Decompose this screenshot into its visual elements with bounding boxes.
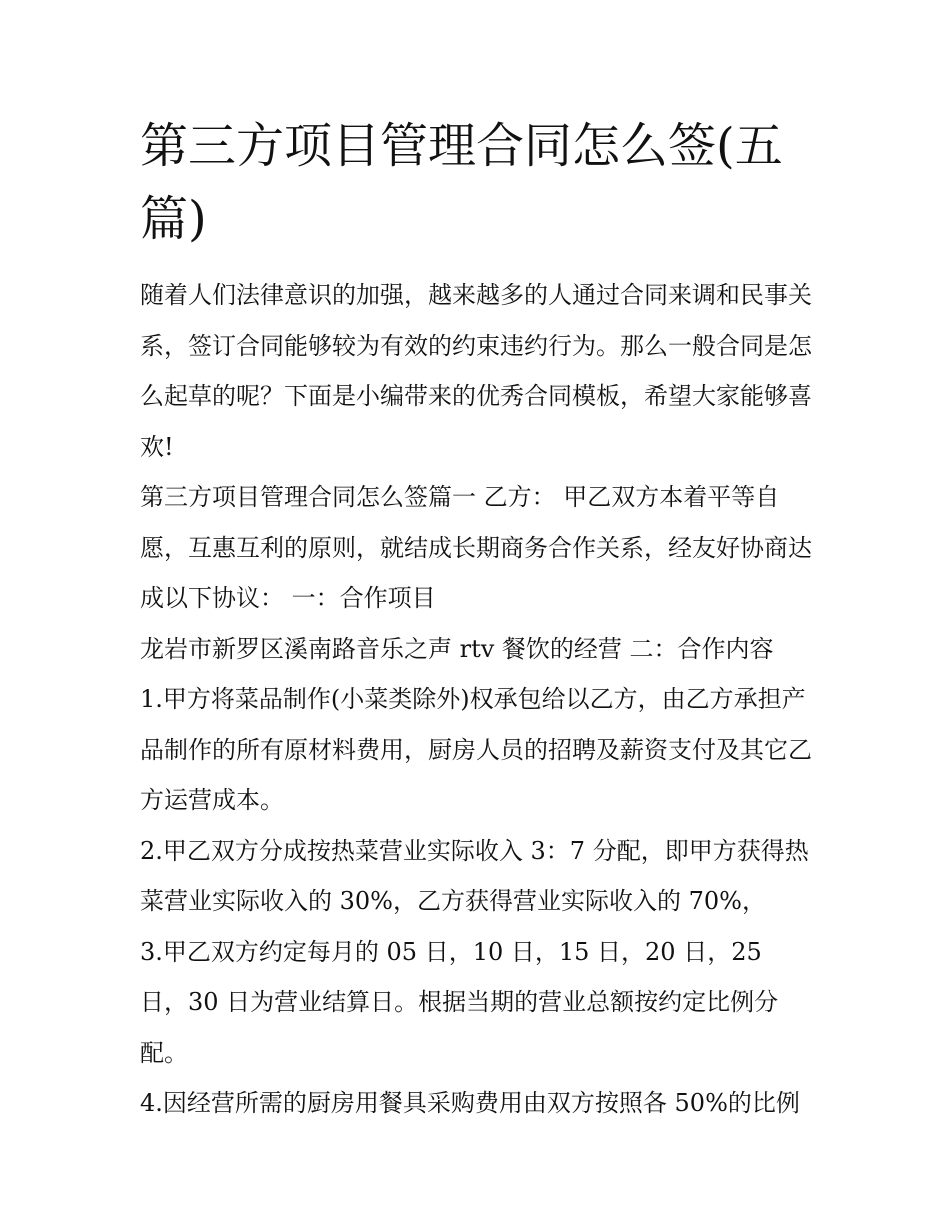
clause-3-paragraph: 3.甲乙双方约定每月的 05 日，10 日，15 日，20 日，25 日，30 日为营业结算日。根据当期的营业总额按约定比例分配。 <box>140 937 779 1067</box>
clause-2-paragraph: 2.甲乙双方分成按热菜营业实际收入 3：7 分配，即甲方获得热菜营业实际收入的 30%，乙方获得营业实际收入的 70%， <box>140 836 809 915</box>
clause-1-paragraph: 1.甲方将菜品制作(小菜类除外)权承包给以乙方，由乙方承担产品制作的所有原材料费用，厨房人员的招聘及薪资支付及其它乙方运营成本。 <box>140 685 812 814</box>
cooperation-project-paragraph: 龙岩市新罗区溪南路音乐之声 rtv 餐饮的经营 二：合作内容 <box>140 634 774 663</box>
document-title: 第三方项目管理合同怎么签(五篇) <box>140 118 783 247</box>
contract-one-heading-paragraph: 第三方项目管理合同怎么签篇一 乙方： 甲乙双方本着平等自愿，互惠互利的原则，就结成长期商务合作关系，经友好协商达成以下协议： 一：合作项目 <box>140 483 812 612</box>
document-page <box>140 110 812 1129</box>
clause-4-paragraph: 4.因经营所需的厨房用餐具采购费用由双方按照各 50%的比例 <box>140 1089 800 1117</box>
intro-paragraph: 随着人们法律意识的加强，越来越多的人通过合同来调和民事关系，签订合同能够较为有效的约束违约行为。那么一般合同是怎么起草的呢？下面是小编带来的优秀合同模板，希望大家能够喜欢! <box>140 281 812 461</box>
